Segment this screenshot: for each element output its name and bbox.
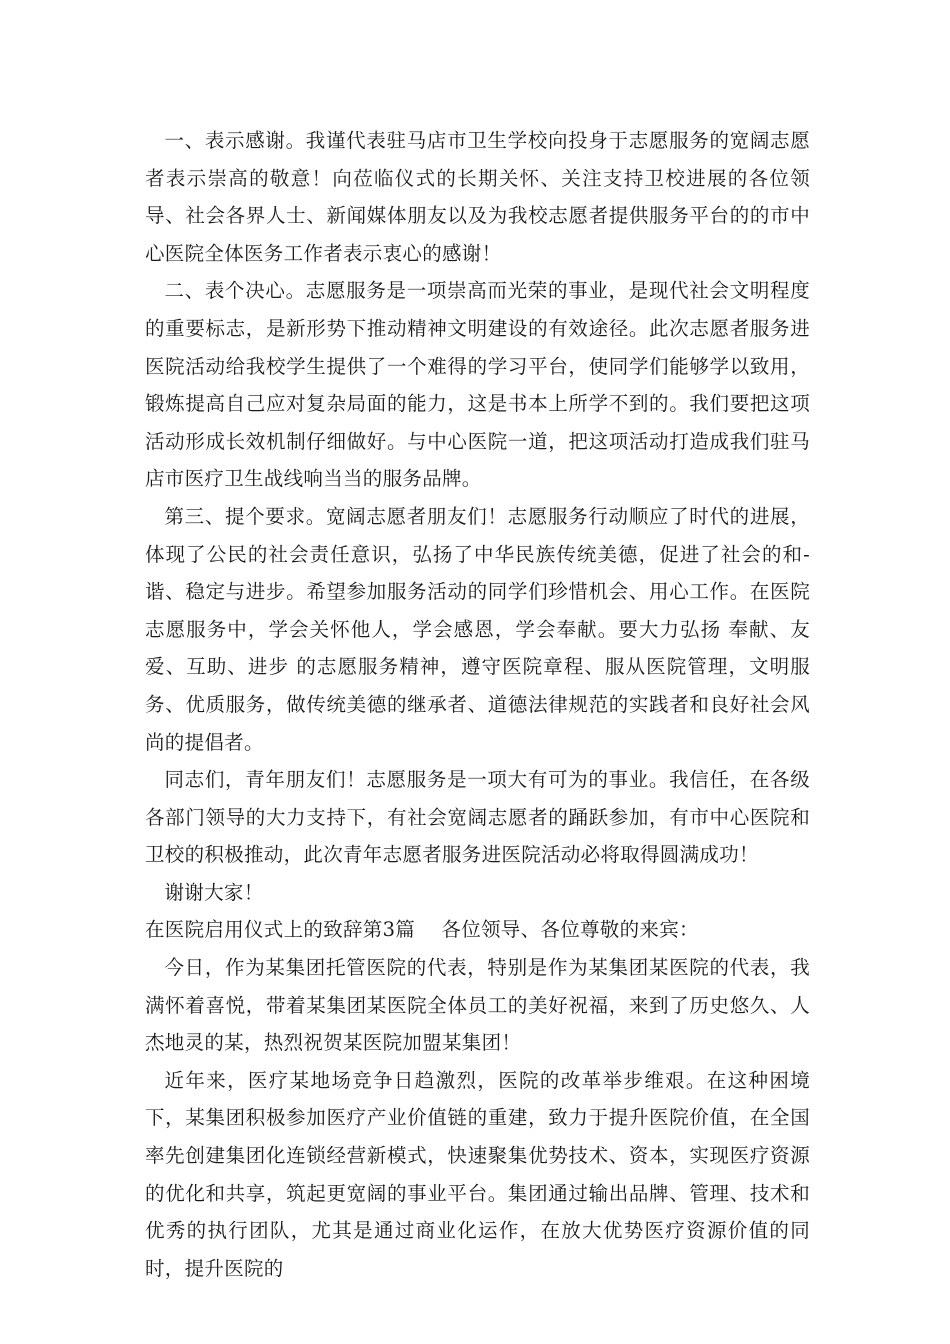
paragraph-today: 今日，作为某集团托管医院的代表，特别是作为某集团某医院的代表，我满怀着喜悦，带着某集团某医院全体员工的美好祝福，来到了历史悠久、人杰地灵的某，热烈祝贺某医院加盟某集团！ bbox=[145, 956, 810, 1055]
paragraph-thanks: 一、表示感谢。我谨代表驻马店市卫生学校向投身于志愿服务的宽阔志愿者表示崇高的敬意！向莅临仪式的长期关怀、关注支持卫校进展的各位领导、社会各界人士、新闻媒体朋友以及为我校志愿者提供服务平台的的市中心医院全体医务工作者表示衷心的感谢！ bbox=[145, 129, 810, 265]
document-body bbox=[145, 122, 810, 1287]
section-heading: 在医院启用仪式上的致辞第3篇 各位领导、各位尊敬的来宾： bbox=[145, 918, 699, 942]
paragraph-recent-years: 近年来，医疗某地场竞争日趋激烈，医院的改革举步维艰。在这种困境下，某集团积极参加医疗产业价值链的重建，致力于提升医院价值，在全国率先创建集团化连锁经营新模式，快速聚集优势技术、资本，实现医疗资源的优化和共享，筑起更宽阔的事业平台。集团通过输出品牌、管理、技术和优秀的执行团队，尤其是通过商业化运作，在放大优势医疗资源价值的同时，提升医院的 bbox=[145, 1068, 810, 1280]
paragraph-thank-you: 谢谢大家！ bbox=[164, 880, 264, 904]
paragraph-resolve: 二、表个决心。志愿服务是一项崇高而光荣的事业，是现代社会文明程度的重要标志，是新形势下推动精神文明建设的有效途径。此次志愿者服务进医院活动给我校学生提供了一个难得的学习平台，使同学们能够学以致用，锻炼提高自己应对复杂局面的能力，这是书本上所学不到的。我们要把这项活动形成长效机制仔细做好。与中心医院一道，把这项活动打造成我们驻马店市医疗卫生战线响当当的服务品牌。 bbox=[145, 279, 810, 491]
paragraph-closing: 同志们，青年朋友们！志愿服务是一项大有可为的事业。我信任，在各级各部门领导的大力支持下，有社会宽阔志愿者的踊跃参加，有市中心医院和卫校的积极推动，此次青年志愿者服务进医院活动必将取得圆满成功！ bbox=[145, 768, 810, 867]
paragraph-requirements: 第三、提个要求。宽阔志愿者朋友们！志愿服务行动顺应了时代的进展，体现了公民的社会责任意识，弘扬了中华民族传统美德，促进了社会的和-谐、稳定与进步。希望参加服务活动的同学们珍惜机会、用心工作。在医院志愿服务中，学会关怀他人，学会感恩，学会奉献。要大力弘扬 奉献、友爱、互助、进步 的志愿服务精神，遵守医院章程、服从医院管理，文明服务、优质服务，做传统美德的继承者、道德法律规范的实践者和良好社会风尚的提倡者。 bbox=[145, 504, 810, 754]
